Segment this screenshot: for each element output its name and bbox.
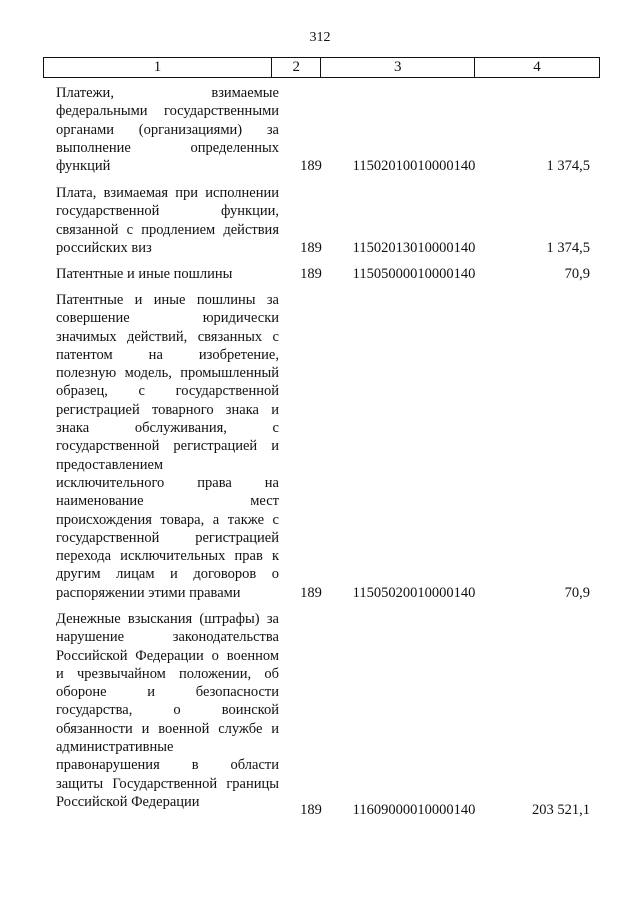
- column-header-table: [43, 57, 600, 78]
- page-number: 312: [309, 30, 331, 45]
- row-name-line: Патентные и иные пошлины: [56, 266, 233, 282]
- row-name: [56, 610, 279, 811]
- row-admin-code: 189: [300, 266, 322, 282]
- row-name-line: обязанности и военной службе и: [56, 720, 279, 737]
- row-name-line: перехода исключительных прав к: [56, 548, 279, 565]
- row-name-line: связанной с продлением действия: [56, 221, 279, 238]
- row-name-line: правонарушения в области: [56, 757, 279, 774]
- row-name-line: Денежные взыскания (штрафы) за: [56, 611, 279, 627]
- row-name-line: совершение юридически: [56, 310, 279, 327]
- row-name-line: полезную модель, промышленный: [56, 365, 279, 382]
- row-name-line: государственной регистрацией: [56, 529, 279, 546]
- column-header-1: 1: [44, 58, 272, 78]
- row-name-line: федеральными государственными: [56, 103, 279, 120]
- row-budget-code: 11505000010000140: [352, 266, 476, 282]
- row-admin-code: 189: [300, 158, 322, 174]
- row-name-line: знака обслуживания, с: [56, 420, 279, 437]
- row-name-line: патентом на изобретение,: [56, 346, 279, 363]
- row-amount: 1 374,5: [546, 158, 590, 174]
- row-name-line: российских виз: [56, 239, 152, 256]
- row-name-line: Российской Федерации: [56, 793, 200, 810]
- row-budget-code: 11502013010000140: [352, 240, 476, 256]
- row-name-line: распоряжении этими правами: [56, 584, 241, 601]
- column-header-4: 4: [475, 58, 600, 78]
- row-admin-code: 189: [300, 585, 322, 601]
- row-budget-code: 11502010010000140: [352, 158, 476, 174]
- row-name-line: Плата, взимаемая при исполнении: [56, 185, 279, 201]
- row-amount: 1 374,5: [546, 240, 590, 256]
- row-amount: 70,9: [564, 266, 590, 282]
- row-name-line: нарушение законодательства: [56, 629, 279, 646]
- row-name-line: наименование мест: [56, 493, 279, 510]
- row-name-line: и чрезвычайном положении, об: [56, 665, 279, 682]
- row-name-line: Российской Федерации о военном: [56, 647, 279, 664]
- row-name-line: защиты Государственной границы: [56, 775, 279, 792]
- row-admin-code: 189: [300, 240, 322, 256]
- row-name-line: органами (организациями) за: [56, 121, 279, 138]
- row-name-line: исключительного права на: [56, 474, 279, 491]
- column-header-2: 2: [271, 58, 321, 78]
- row-name: [56, 265, 279, 283]
- row-name-line: административные: [56, 739, 174, 756]
- row-name: [56, 184, 279, 257]
- row-amount: 70,9: [564, 585, 590, 601]
- column-header-3: 3: [321, 58, 475, 78]
- row-name-line: государственной регистрацией и: [56, 438, 279, 455]
- row-name-line: Патентные и иные пошлины за: [56, 292, 279, 308]
- row-name: [56, 291, 279, 602]
- row-admin-code: 189: [300, 802, 322, 818]
- row-amount: 203 521,1: [532, 802, 590, 818]
- column-header-row: [44, 58, 600, 78]
- row-name-line: выполнение определенных: [56, 139, 279, 156]
- row-name-line: обороне и безопасности: [56, 684, 279, 701]
- row-name: [56, 84, 279, 175]
- row-name-line: предоставлением: [56, 456, 164, 473]
- row-name-line: другим лицам и договоров о: [56, 566, 279, 583]
- row-name-line: государственной функции,: [56, 203, 279, 220]
- row-name-line: значимых действий, связанных с: [56, 328, 279, 345]
- row-name-line: государства, о воинской: [56, 702, 279, 719]
- row-name-line: происхождения товара, а также с: [56, 511, 279, 528]
- row-budget-code: 11505020010000140: [352, 585, 476, 601]
- row-name-line: образец, с государственной: [56, 383, 279, 400]
- row-name-line: Платежи, взимаемые: [56, 85, 279, 101]
- row-name-line: функций: [56, 158, 111, 175]
- row-name-line: регистрацией товарного знака и: [56, 401, 279, 418]
- row-budget-code: 11609000010000140: [352, 802, 476, 818]
